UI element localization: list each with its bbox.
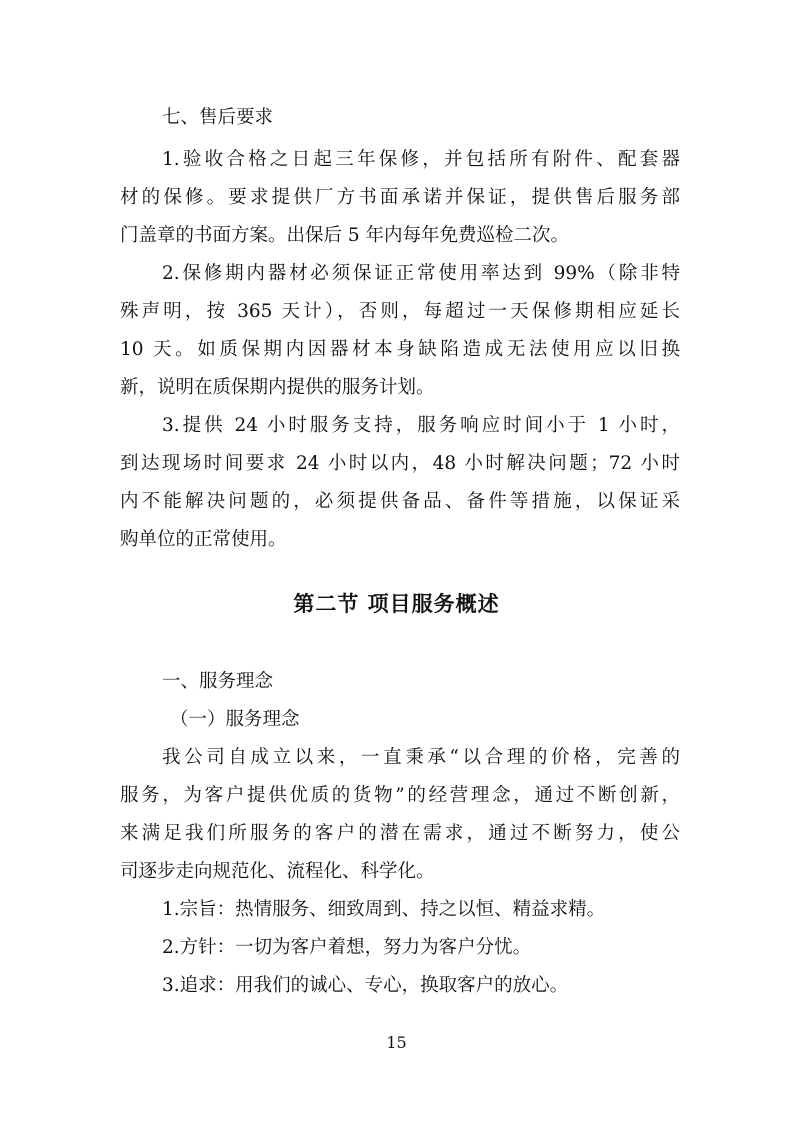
paragraph-line: 内不能解决问题的，必须提供备品、备件等措施，以保证采: [120, 491, 680, 512]
list-item: 1.宗旨：热情服务、细致周到、持之以恒、精益求精。: [162, 899, 606, 920]
paragraph-line: 殊声明，按 365 天计），否则，每超过一天保修期相应延长: [120, 301, 680, 322]
paragraph-line: 3.提供 24 小时服务支持，服务响应时间小于 1 小时，: [162, 415, 680, 436]
subsection-title: （一）服务理念: [170, 709, 300, 730]
paragraph-line: 司逐步走向规范化、流程化、科学化。: [120, 861, 435, 882]
page-number: 15: [386, 1033, 407, 1052]
paragraph-line: 来满足我们所服务的客户的潜在需求，通过不断努力，使公: [120, 823, 680, 844]
list-item: 3.追求：用我们的诚心、专心，换取客户的放心。: [162, 975, 569, 996]
paragraph-line: 材的保修。要求提供厂方书面承诺并保证，提供售后服务部: [120, 187, 680, 208]
list-item: 2.方针：一切为客户着想，努力为客户分忧。: [162, 937, 532, 958]
paragraph-line: 服务，为客户提供优质的货物”的经营理念，通过不断创新，: [120, 785, 680, 806]
paragraph-line: 门盖章的书面方案。出保后 5 年内每年免费巡检二次。: [120, 225, 570, 246]
paragraph-line: 新，说明在质保期内提供的服务计划。: [120, 377, 435, 398]
paragraph-line: 购单位的正常使用。: [120, 529, 287, 550]
paragraph-line: 2.保修期内器材必须保证正常使用率达到 99%（除非特: [162, 263, 680, 284]
paragraph-line: 10 天。如质保期内因器材本身缺陷造成无法使用应以旧换: [120, 339, 680, 360]
section-title-after-sales: 七、售后要求: [162, 107, 274, 128]
paragraph-line: 1.验收合格之日起三年保修，并包括所有附件、配套器: [162, 149, 680, 170]
paragraph-line: 到达现场时间要求 24 小时以内，48 小时解决问题；72 小时: [120, 453, 680, 474]
paragraph-line: 我公司自成立以来，一直秉承“以合理的价格，完善的: [162, 747, 680, 768]
section-title-service-concept: 一、服务理念: [162, 671, 274, 692]
section-heading: 第二节 项目服务概述: [293, 592, 500, 616]
